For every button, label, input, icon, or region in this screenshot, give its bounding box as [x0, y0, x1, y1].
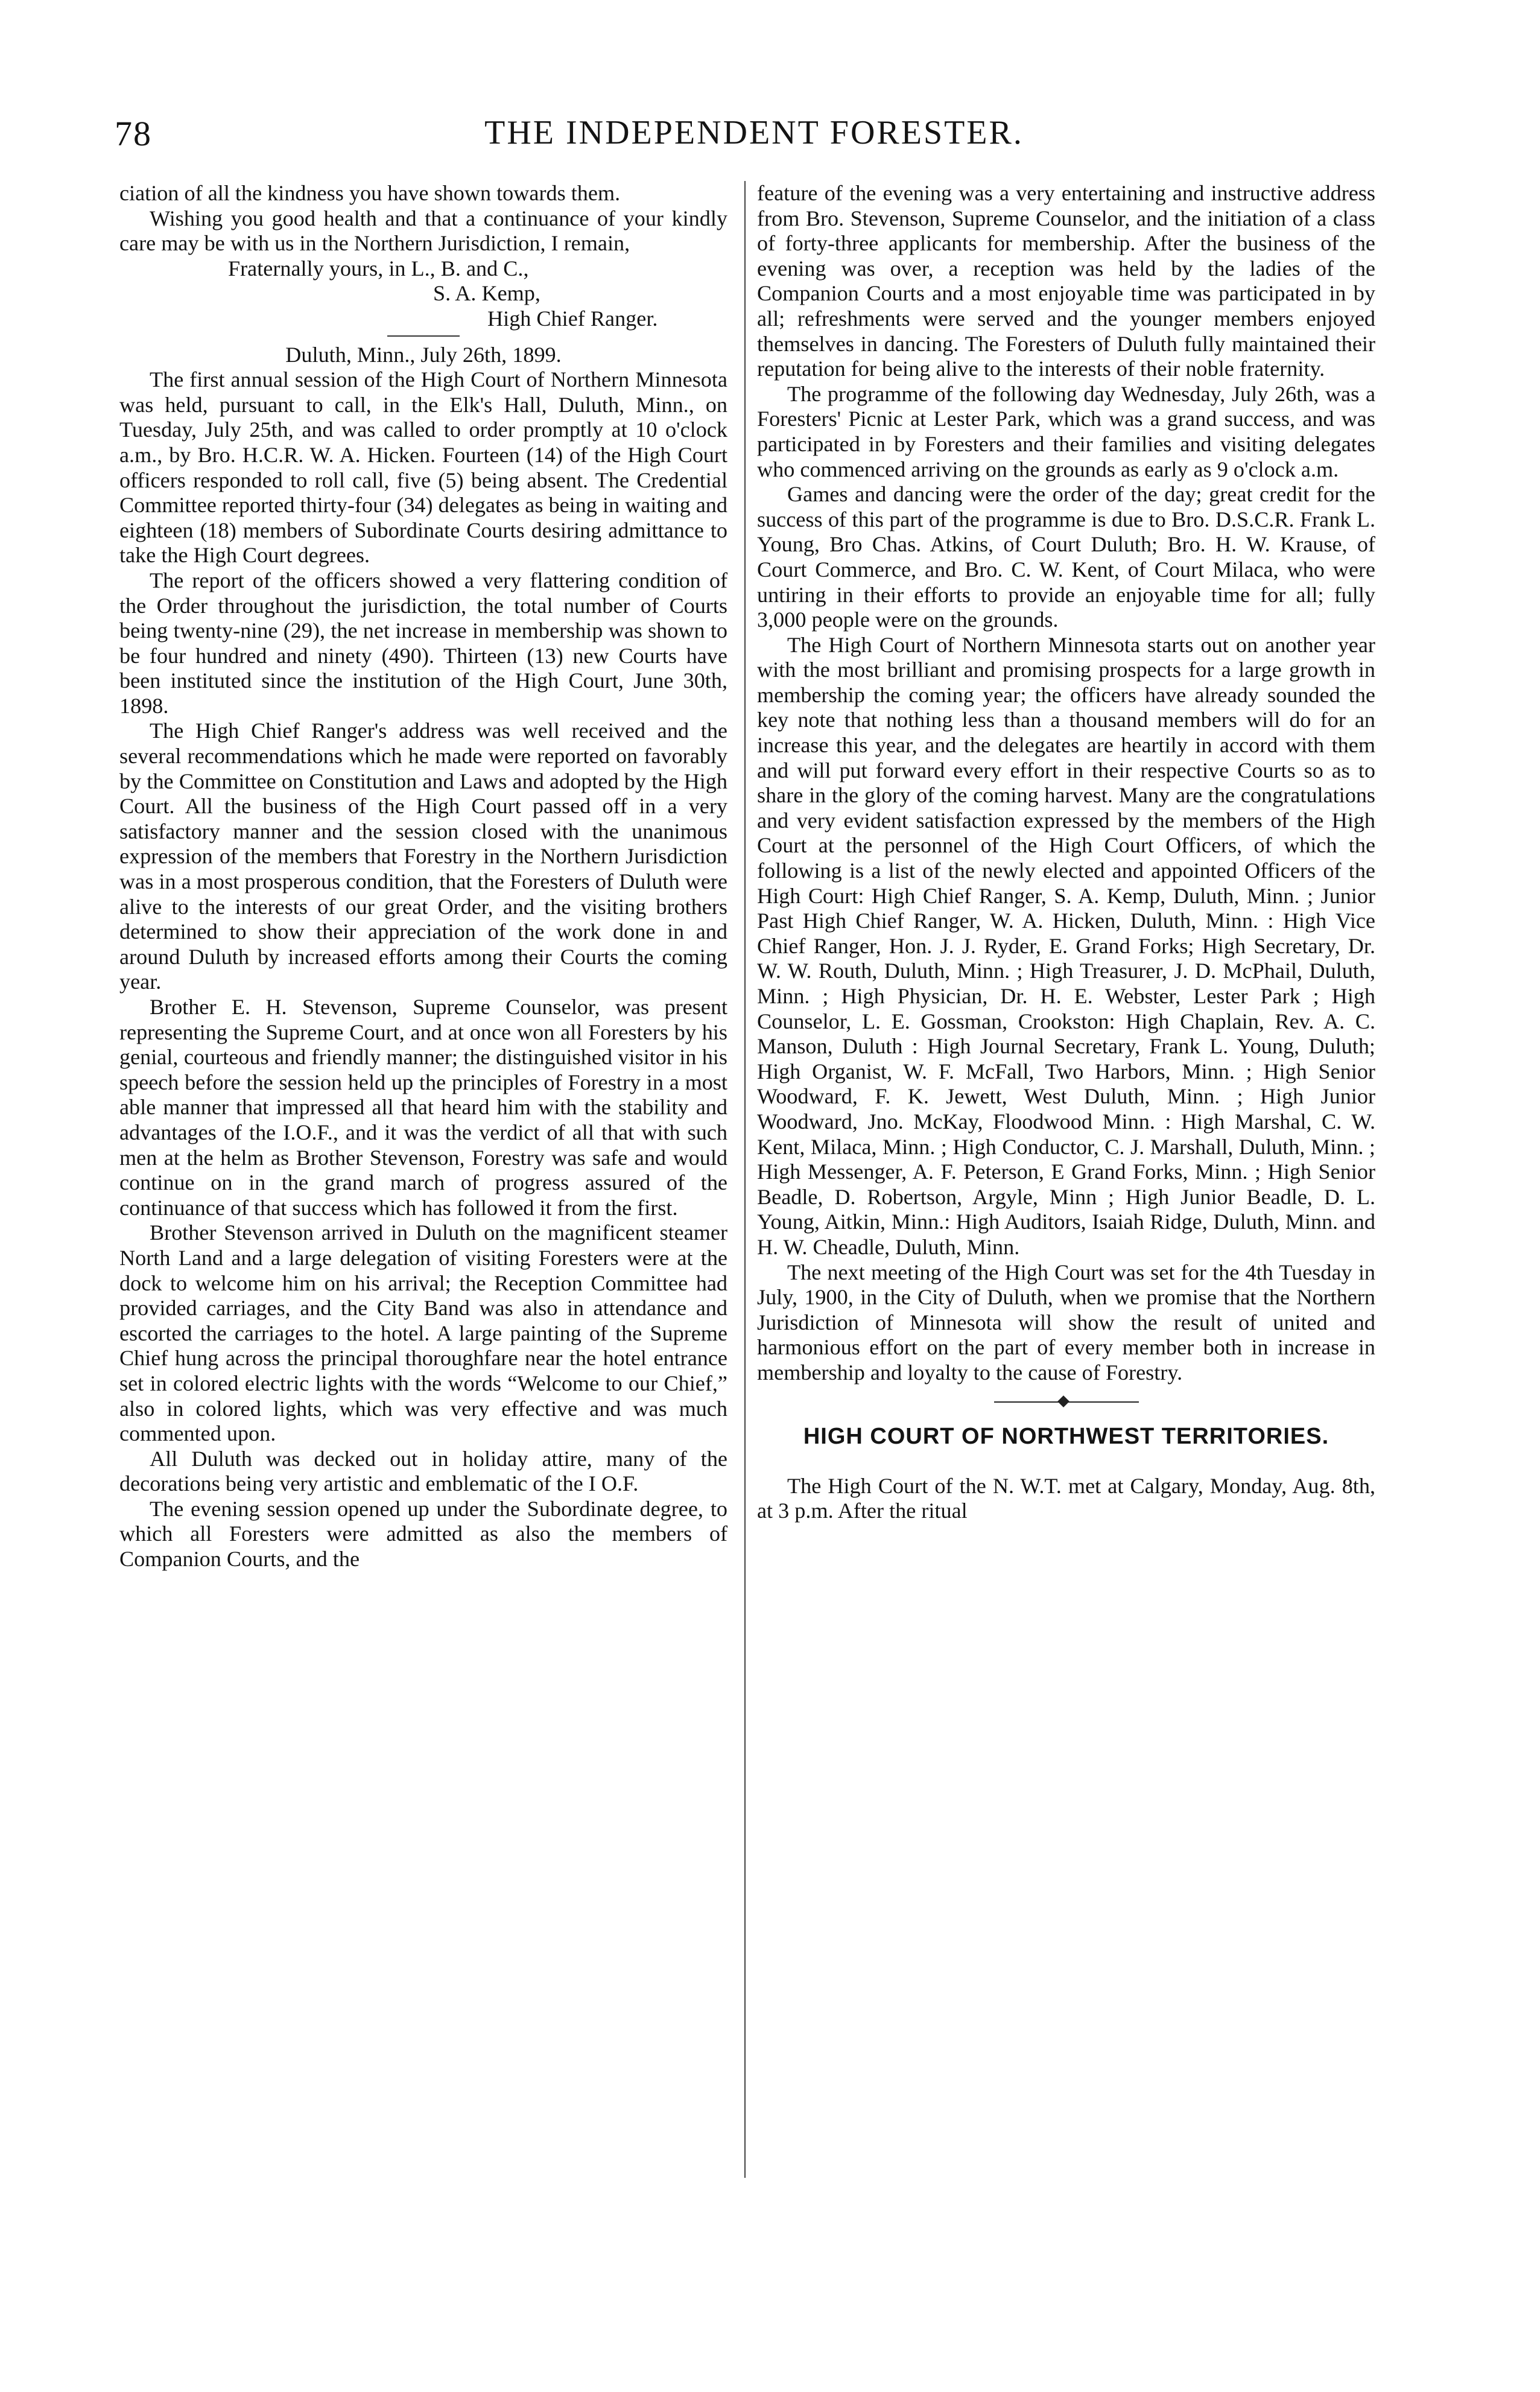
signature-title: High Chief Ranger.: [487, 306, 658, 331]
paragraph: The programme of the following day Wednesday, July 26th, was a Foresters' Picnic at Lester Park, which was a grand success, and was participated in by Foresters and their families and visiting delegates who commenced arriving on the grounds as early as 9 o'clock a.m.: [757, 381, 1375, 481]
right-column: [757, 181, 1375, 1524]
paragraph: Wishing you good health and that a continuance of your kindly care may be with us in the Northern Jurisdiction, I remain,: [119, 206, 727, 256]
paragraph: The High Court of Northern Minnesota starts out on another year with the most brilliant and promising prospects for a large growth in membership the coming year; the officers have already sounded the key note that nothing less than a thousand members will do for an increase this year, and the delegates are heartily in accord with them and will put forward every effort in their respective Courts so as to share in the glory of the coming harvest. Many are the congratulations and very evident satisfaction expressed by the members of the High Court at the personnel of the High Court Officers, of which the following is a list of the newly elected and appointed Officers of the High Court: High Chief Ranger, S. A. Kemp, Duluth, Minn. ; Junior Past High Chief Ranger, W. A. Hicken, Duluth, Minn. : High Vice Chief Ranger, Hon. J. J. Ryder, E. Grand Forks; High Secretary, Dr. W. W. Routh, Duluth, Minn. ; High Treasurer, J. D. McPhail, Duluth, Minn. ; High Physician, Dr. H. E. Webster, Lester Park ; High Counselor, L. E. Gossman, Crookston: High Chaplain, Rev. A. C. Manson, Duluth : High Journal Secretary, Frank L. Young, Duluth; High Organist, W. F. McFall, Two Harbors, Minn. ; High Senior Woodward, F. K. Jewett, West Duluth, Minn. ; High Junior Woodward, Jno. McKay, Floodwood Minn. : High Marshal, C. W. Kent, Milaca, Minn. ; High Conductor, C. J. Marshall, Duluth, Minn. ; High Messenger, A. F. Peterson, E Grand Forks, Minn. ; High Senior Beadle, D. Robertson, Argyle, Minn ; High Junior Beadle, D. L. Young, Aitkin, Minn.: High Auditors, Isaiah Ridge, Duluth, Minn. and H. W. Cheadle, Duluth, Minn.: [757, 632, 1375, 1259]
paragraph: ciation of all the kindness you have shown towards them.: [119, 181, 621, 205]
paragraph: The first annual session of the High Court of Northern Minnesota was held, pursuant to call, in the Elk's Hall, Duluth, Minn., on Tuesday, July 25th, and was called to order promptly at 10 o'clock a.m., by Bro. H.C.R. W. A. Hicken. Fourteen (14) of the High Court officers responded to roll call, five (5) being absent. The Credential Committee reported thirty-four (34) delegates as being in waiting and eighteen (18) members of Subordinate Courts desiring admittance to take the High Court degrees.: [119, 367, 727, 568]
paragraph: The next meeting of the High Court was set for the 4th Tuesday in July, 1900, in the City of Duluth, when we promise that the Northern Jurisdiction of Minnesota will show the result of united and harmonious effort on the part of every member both in increase in membership and loyalty to the cause of Forestry.: [757, 1260, 1375, 1385]
running-title: THE INDEPENDENT FORESTER.: [484, 114, 1024, 151]
paragraph: The report of the officers showed a very flattering condition of the Order throughout the jurisdiction, the total number of Courts being twenty-nine (29), the net increase in membership was shown to be four hundred and ninety (490). Thirteen (13) new Courts have been instituted since the institution of the High Court, June 30th, 1898.: [119, 568, 727, 718]
paragraph: The High Court of the N. W.T. met at Calgary, Monday, Aug. 8th, at 3 p.m. After the ritual: [757, 1473, 1375, 1523]
paragraph: All Duluth was decked out in holiday attire, many of the decorations being very artistic and emblematic of the I O.F.: [119, 1446, 727, 1496]
signature-name: S. A. Kemp,: [433, 281, 540, 306]
dateline: Duluth, Minn., July 26th, 1899.: [285, 342, 562, 367]
page-number: 78: [115, 114, 152, 153]
paragraph: The High Chief Ranger's address was well received and the several recommendations which he made were reported on favorably by the Committee on Constitution and Laws and adopted by the High Court. All the business of the High Court passed off in a very satisfactory manner and the session closed with the unanimous expression of the members that Forestry in the Northern Jurisdiction was in a most prosperous condition, that the Foresters of Duluth were alive to the interests of our great Order, and the visiting brothers determined to show their appreciation of the work done in and around Duluth by increased efforts among their Courts the coming year.: [119, 719, 727, 994]
short-divider: [387, 335, 460, 337]
diamond-ornament-icon: [1057, 1395, 1069, 1407]
page-header: [115, 107, 1393, 162]
left-column: [119, 181, 727, 1572]
paragraph: feature of the evening was a very entertaining and instructive address from Bro. Stevenson, Supreme Counselor, and the initiation of a class of forty-three applicants for membership. After the business of the evening was over, a reception was held by the ladies of the Companion Courts and a most enjoyable time was participated in by all; refreshments were served and the younger members enjoyed themselves in dancing. The Foresters of Duluth fully maintained their reputation for being alive to the interests of their noble fraternity.: [757, 181, 1375, 381]
column-divider: [744, 181, 746, 2178]
paragraph: The evening session opened up under the Subordinate degree, to which all Foresters were admitted as also the members of Companion Courts, and the: [119, 1496, 727, 1572]
paragraph: Brother Stevenson arrived in Duluth on the magnificent steamer North Land and a large delegation of visiting Foresters were at the dock to welcome him on his arrival; the Reception Committee had provided carriages, and the City Band was also in attendance and escorted the carriages to the hotel. A large painting of the Supreme Chief hung across the principal thoroughfare near the hotel entrance set in colored electric lights with the words “Welcome to our Chief,” also in colored lights, which was very effective and was much commented upon.: [119, 1220, 727, 1446]
paragraph: Games and dancing were the order of the day; great credit for the success of this part of the programme is due to Bro. D.S.C.R. Frank L. Young, Bro Chas. Atkins, of Court Duluth; Bro. H. W. Krause, of Court Commerce, and Bro. C. W. Kent, of Court Milaca, who were untiring in their efforts to provide an enjoyable time for all; fully 3,000 people were on the grounds.: [757, 482, 1375, 632]
signature-closing: Fraternally yours, in L., B. and C.,: [228, 256, 529, 281]
paragraph: Brother E. H. Stevenson, Supreme Counselor, was present representing the Supreme Court, and at once won all Foresters by his genial, courteous and friendly manner; the distinguished visitor in his speech before the session held up the principles of Forestry in a most able manner that impressed all that heard him with the stability and advantages of the I.O.F., and it was the verdict of all that with such men at the helm as Brother Stevenson, Forestry was safe and would continue on in the grand march of progress assured of the continuance of that success which has followed it from the first.: [119, 995, 727, 1220]
section-heading: HIGH COURT OF NORTHWEST TERRITORIES.: [803, 1423, 1329, 1449]
section-divider: [994, 1401, 1139, 1403]
